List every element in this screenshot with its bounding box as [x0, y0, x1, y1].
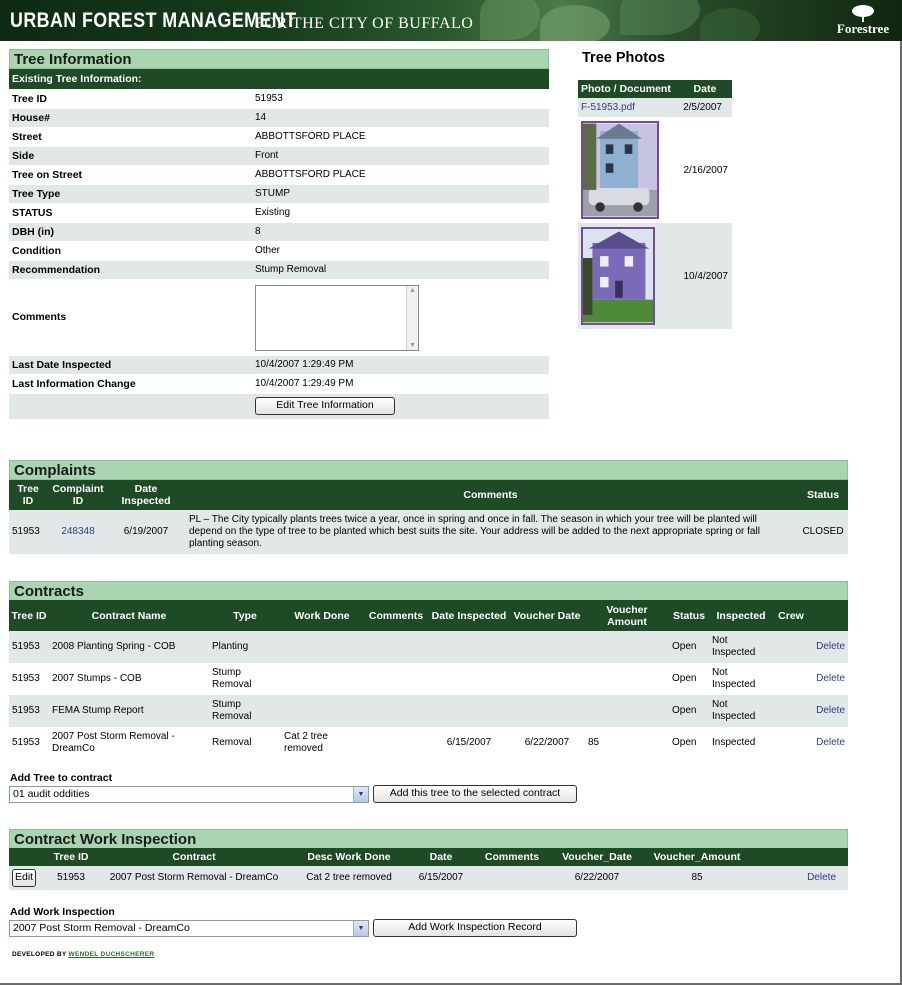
column-header: Comments [363, 600, 429, 631]
column-header: Contract [99, 848, 289, 866]
tree-icon [850, 4, 876, 22]
last-inspected-label: Last Date Inspected [9, 355, 251, 374]
complaints-header: Complaints [9, 460, 848, 480]
contract-row [9, 631, 848, 663]
complaints-table [9, 480, 848, 554]
tree-photo-thumbnail[interactable] [581, 121, 659, 219]
photo-row [578, 98, 732, 117]
status-cell: CLOSED [802, 526, 844, 537]
chevron-down-icon[interactable]: ▼ [353, 921, 368, 936]
photo-date: 2/16/2007 [683, 164, 728, 176]
last-change-value: 10/4/2007 1:29:49 PM [251, 374, 549, 393]
comments-row [9, 279, 549, 355]
photo-date: 2/5/2007 [683, 102, 722, 113]
comments-cell [363, 663, 429, 695]
inspection-header-row [9, 848, 848, 866]
voucher-date-cell [509, 663, 585, 695]
voucher-date-cell: 6/22/2007 [524, 737, 570, 748]
photo-document-header: Photo / Document [581, 83, 671, 95]
column-header: Tree ID [43, 848, 99, 866]
contracts-header-row [9, 600, 848, 631]
inspected-cell: Inspected [712, 737, 756, 748]
delete-link[interactable]: Delete [807, 872, 836, 883]
add-work-inspection-label: Add Work Inspection [10, 906, 115, 918]
column-header [751, 848, 848, 866]
voucher-date-cell [509, 631, 585, 663]
date-cell: 6/15/2007 [418, 872, 464, 883]
work-done-cell [281, 631, 363, 663]
crew-cell [773, 727, 809, 759]
crew-cell [773, 663, 809, 695]
info-row [9, 241, 549, 260]
column-header: Status [669, 600, 709, 631]
contract-name-cell: 2008 Planting Spring - COB [52, 641, 176, 652]
info-row [9, 146, 549, 165]
voucher-amount-cell [585, 631, 669, 663]
info-label: Tree ID [9, 89, 251, 108]
voucher-date-cell: 6/22/2007 [574, 872, 620, 883]
site-subtitle: FOR THE CITY OF BUFFALO [255, 15, 474, 32]
info-value: Other [251, 241, 549, 260]
tree-id-cell: 51953 [12, 641, 40, 652]
column-header: Voucher Date [509, 600, 585, 631]
photos-header-row [578, 80, 732, 98]
info-label: Tree Type [9, 184, 251, 203]
contract-work-inspection-header: Contract Work Inspection [9, 829, 848, 849]
tree-id-cell: 51953 [12, 705, 40, 716]
photo-date: 10/4/2007 [683, 270, 728, 282]
column-header: Work Done [281, 600, 363, 631]
add-work-inspection-button[interactable]: Add Work Inspection Record [373, 919, 577, 937]
work-done-cell [281, 695, 363, 727]
tree-information-table [9, 69, 549, 420]
info-row [9, 89, 549, 108]
leaf-decoration [700, 8, 760, 41]
date-inspected-cell [429, 631, 509, 663]
status-cell: Open [672, 673, 697, 684]
info-label: Recommendation [9, 260, 251, 279]
tree-information-header: Tree Information [9, 49, 549, 69]
comments-cell [473, 866, 551, 890]
info-value: ABBOTTSFORD PLACE [251, 165, 549, 184]
tree-id-cell: 51953 [12, 673, 40, 684]
info-value: ABBOTTSFORD PLACE [251, 127, 549, 146]
info-row [9, 127, 549, 146]
edit-row [9, 393, 549, 419]
info-value: Stump Removal [251, 260, 549, 279]
voucher-amount-cell: 85 [691, 872, 703, 883]
column-header: Status [798, 480, 848, 510]
delete-link[interactable]: Delete [816, 737, 845, 748]
photo-row [578, 223, 732, 329]
site-banner [0, 0, 902, 41]
info-label: DBH (in) [9, 222, 251, 241]
forestree-logo[interactable] [836, 4, 890, 38]
info-row [9, 260, 549, 279]
voucher-amount-cell: 85 [588, 737, 600, 748]
work-done-cell: Cat 2 tree removed [284, 731, 328, 754]
voucher-amount-cell [585, 695, 669, 727]
tree-id-cell: 51953 [12, 737, 40, 748]
contract-name-cell: FEMA Stump Report [52, 705, 144, 716]
existing-info-row [9, 69, 549, 89]
crew-cell [773, 695, 809, 727]
tree-photo-thumbnail[interactable] [581, 227, 655, 325]
column-header: Crew [773, 600, 809, 631]
info-value: STUMP [251, 184, 549, 203]
inspected-cell: Not Inspected [712, 699, 756, 722]
info-label: Condition [9, 241, 251, 260]
contract-select[interactable] [9, 786, 369, 803]
info-label: Side [9, 146, 251, 165]
last-inspected-value: 10/4/2007 1:29:49 PM [251, 355, 549, 374]
tree-id-cell: 51953 [12, 526, 40, 537]
info-value: 8 [251, 222, 549, 241]
edit-inspection-button[interactable]: Edit [12, 869, 36, 887]
column-header: Voucher Amount [585, 600, 669, 631]
work-done-cell [281, 663, 363, 695]
date-inspected-cell [429, 663, 509, 695]
contract-name-cell: 2007 Post Storm Removal - DreamCo [52, 731, 175, 754]
column-header: Voucher_Amount [643, 848, 751, 866]
contracts-table [9, 600, 848, 759]
info-row [9, 222, 549, 241]
column-header: Inspected [709, 600, 773, 631]
contract-name-cell: 2007 Stumps - COB [52, 673, 142, 684]
comments-label: Comments [9, 279, 251, 355]
comments-cell [363, 631, 429, 663]
developer-link[interactable]: WENDEL DUCHSCHERER [68, 951, 155, 958]
add-tree-to-contract-label: Add Tree to contract [10, 772, 113, 784]
scroll-down-icon[interactable]: ▼ [409, 342, 416, 349]
info-value: Front [251, 146, 549, 165]
tree-id-cell: 51953 [57, 872, 85, 883]
contract-select-value: 01 audit oddities [13, 788, 90, 800]
comments-scrollbar[interactable] [406, 286, 418, 350]
column-header: Contract Name [49, 600, 209, 631]
contracts-header: Contracts [9, 581, 848, 601]
comments-cell [363, 695, 429, 727]
info-label: Street [9, 127, 251, 146]
column-header [9, 848, 43, 866]
comments-cell: PL – The City typically plants trees twice a year, once in spring and once in fall. The season in which your tree will be planted will depend on the type of tree to be planted which best suits the site. Your address will be added to the next appropriate spring or fall planting season. [189, 514, 760, 549]
site-title: URBAN FOREST MANAGEMENT [10, 9, 297, 32]
column-header: Tree ID [9, 600, 49, 631]
delete-link[interactable]: Delete [816, 641, 845, 652]
inspected-cell: Not Inspected [712, 667, 756, 690]
column-header: Complaint ID [47, 480, 109, 510]
info-row [9, 108, 549, 127]
date-inspected-cell: 6/15/2007 [446, 737, 492, 748]
contract-row [9, 727, 848, 759]
date-header: Date [693, 83, 717, 95]
delete-link[interactable]: Delete [816, 673, 845, 684]
date-cell: 6/19/2007 [123, 526, 169, 537]
column-header: Date Inspected [109, 480, 183, 510]
status-cell: Open [672, 705, 697, 716]
tree-photos-table [578, 80, 732, 329]
info-row [9, 355, 549, 374]
status-cell: Open [672, 641, 697, 652]
info-row [9, 184, 549, 203]
comments-textarea[interactable] [255, 285, 419, 351]
column-header [809, 600, 848, 631]
inspected-cell: Not Inspected [712, 635, 756, 658]
work-inspection-select-value: 2007 Post Storm Removal - DreamCo [13, 922, 190, 934]
add-tree-to-contract-button[interactable]: Add this tree to the selected contract [373, 785, 577, 803]
status-cell: Open [672, 737, 697, 748]
contract-cell: 2007 Post Storm Removal - DreamCo [109, 872, 279, 883]
leaf-decoration [540, 5, 610, 41]
column-header: Desc Work Done [289, 848, 409, 866]
column-header: Date Inspected [429, 600, 509, 631]
last-change-label: Last Information Change [9, 374, 251, 393]
date-inspected-cell [429, 695, 509, 727]
type-cell: Removal [212, 737, 252, 748]
delete-link[interactable]: Delete [816, 705, 845, 716]
column-header: Comments [473, 848, 551, 866]
info-value: 14 [251, 108, 549, 127]
desc-work-done-cell: Cat 2 tree removed [306, 872, 392, 883]
info-value: 51953 [251, 89, 549, 108]
column-header: Tree ID [9, 480, 47, 510]
work-inspection-select[interactable] [9, 920, 369, 937]
pdf-document-link[interactable]: F-51953.pdf [581, 102, 635, 113]
crew-cell [773, 631, 809, 663]
column-header: Voucher_Date [551, 848, 643, 866]
inspection-row [9, 866, 848, 890]
type-cell: Stump Removal [212, 667, 252, 690]
comments-cell [363, 727, 429, 759]
scroll-up-icon[interactable]: ▲ [409, 287, 416, 294]
column-header: Date [409, 848, 473, 866]
type-cell: Planting [212, 641, 249, 652]
column-header: Comments [183, 480, 798, 510]
complaint-row [9, 510, 848, 554]
footer-prefix: DEVELOPED BY [12, 951, 67, 958]
logo-text: Forestree [836, 21, 890, 36]
info-row [9, 203, 549, 222]
inspection-table [9, 848, 848, 890]
voucher-date-cell [509, 695, 585, 727]
complaints-header-row [9, 480, 848, 510]
column-header: Type [209, 600, 281, 631]
info-label: Tree on Street [9, 165, 251, 184]
complaint-id-link[interactable]: 248348 [61, 526, 95, 537]
info-value: Existing [251, 203, 549, 222]
info-row [9, 374, 549, 393]
chevron-down-icon[interactable]: ▼ [353, 787, 368, 802]
tree-photos-title: Tree Photos [582, 50, 665, 66]
contract-row [9, 663, 848, 695]
photo-row [578, 117, 732, 223]
type-cell: Stump Removal [212, 699, 252, 722]
voucher-amount-cell [585, 663, 669, 695]
info-row [9, 165, 549, 184]
info-label: House# [9, 108, 251, 127]
edit-tree-information-button[interactable]: Edit Tree Information [255, 397, 395, 415]
footer [12, 951, 154, 958]
leaf-decoration [620, 0, 700, 35]
contract-row [9, 695, 848, 727]
info-label: STATUS [9, 203, 251, 222]
leaf-decoration [480, 0, 540, 40]
existing-info-label: Existing Tree Information: [9, 69, 251, 89]
